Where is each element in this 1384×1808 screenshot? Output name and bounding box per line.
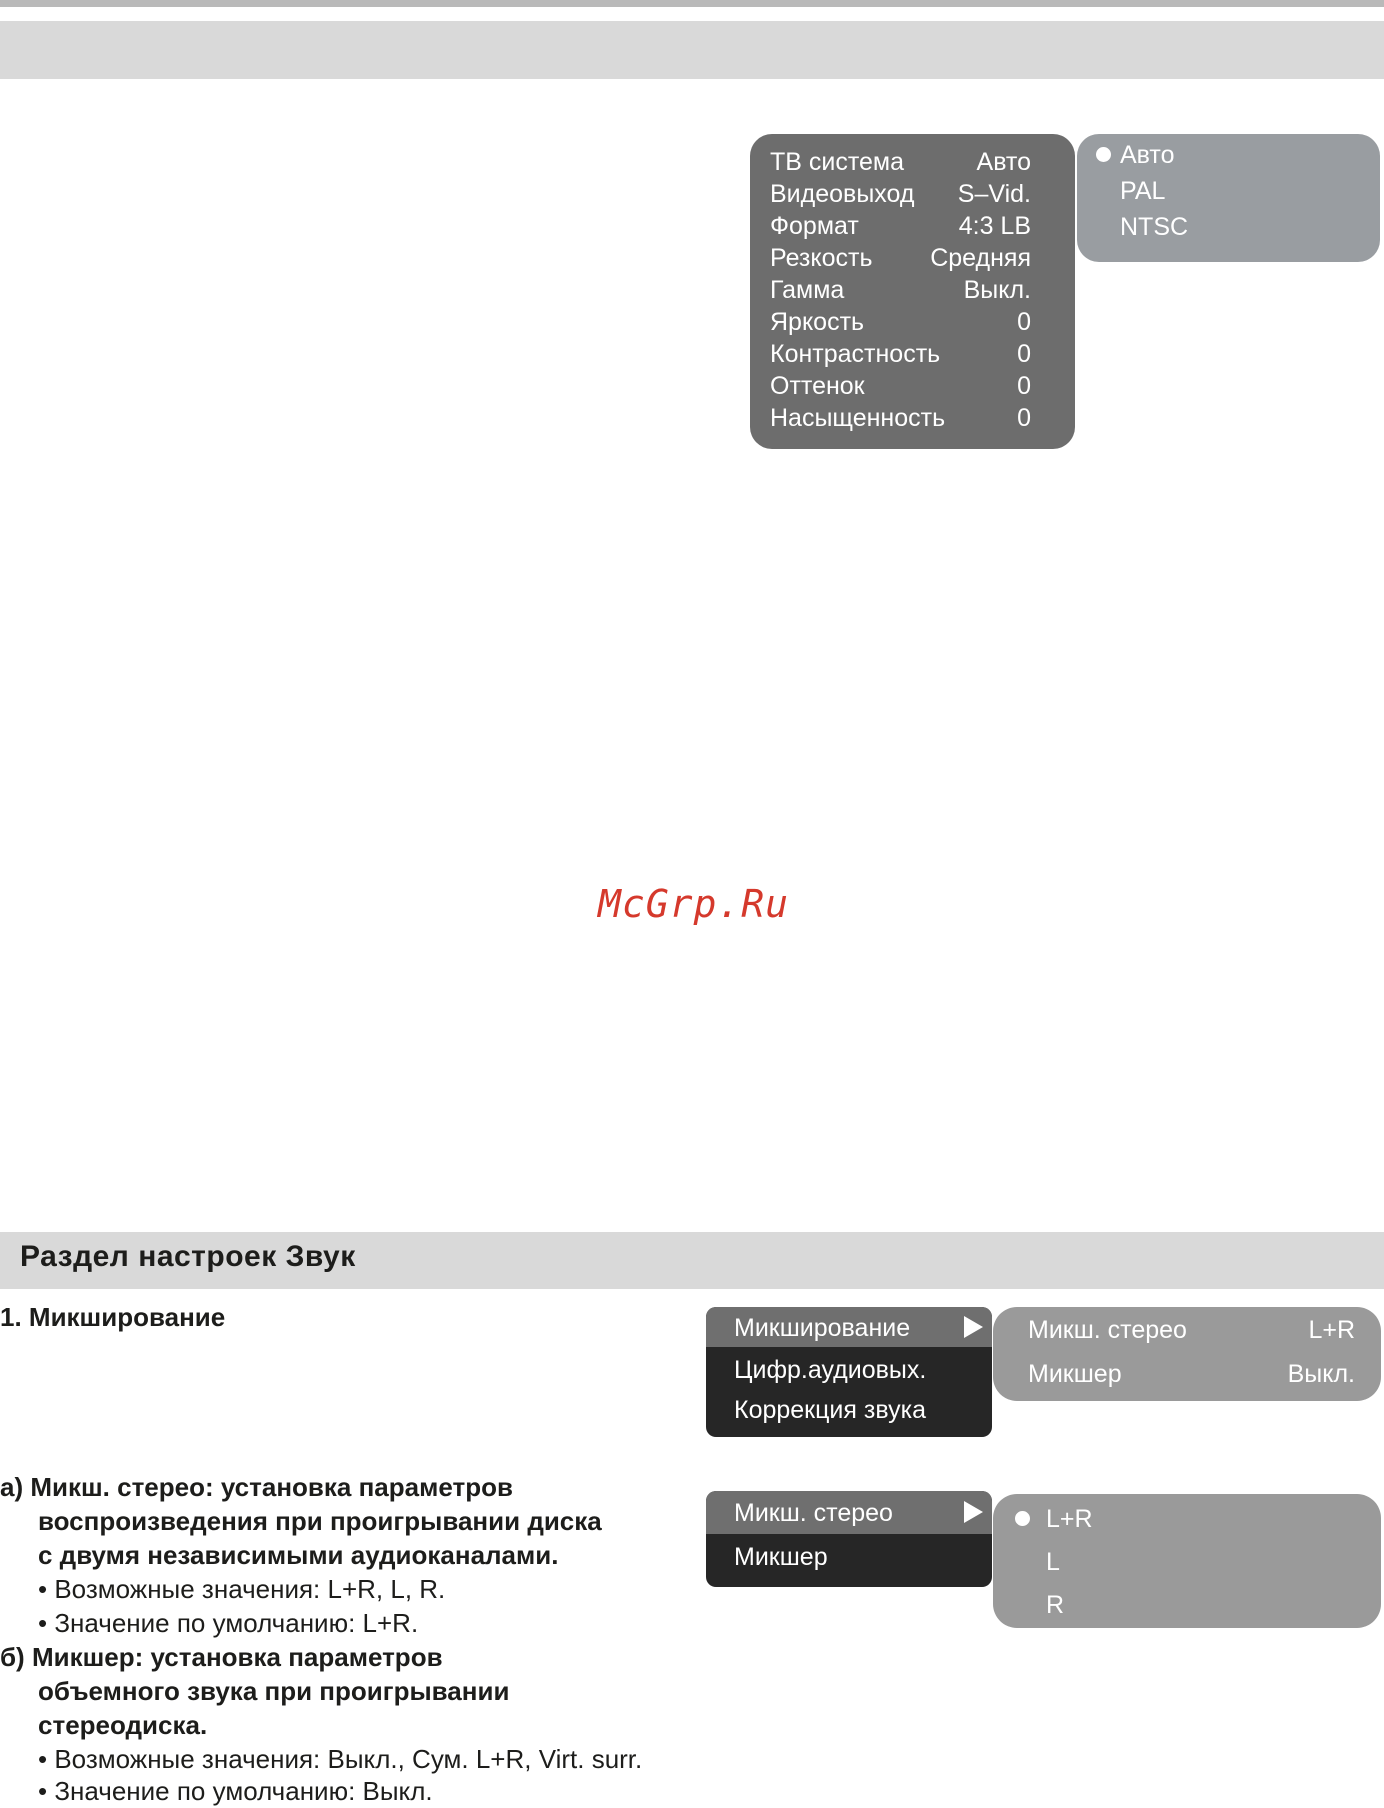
top-rule	[0, 0, 1384, 7]
menu-row-contrast[interactable]	[770, 338, 1031, 370]
row-value: 0	[1017, 372, 1031, 400]
menu-item-mixing[interactable]: Микширование	[734, 1314, 911, 1342]
sound-main-menu	[706, 1307, 992, 1437]
b-heading-line2: объемного звука при проигрывании	[38, 1676, 510, 1706]
option-ntsc[interactable]: NTSC	[1120, 213, 1189, 241]
row-label: Микш. стерео	[1028, 1316, 1187, 1344]
menu-item-mixer[interactable]: Микшер	[734, 1543, 828, 1571]
video-settings-menu	[750, 134, 1075, 449]
section-title: Раздел настроек Звук	[20, 1240, 356, 1273]
a-heading-line3: с двумя независимыми аудиоканалами.	[38, 1540, 559, 1570]
item1-heading: 1. Микширование	[0, 1302, 226, 1332]
menu-item-digital-audio-out[interactable]: Цифр.аудиовых.	[734, 1356, 927, 1384]
row-value: 0	[1017, 404, 1031, 432]
menu-row-tv-system[interactable]	[770, 146, 1031, 178]
row-label: Оттенок	[770, 372, 865, 400]
menu-row-gamma[interactable]	[770, 274, 1031, 306]
row-value: Авто	[976, 148, 1031, 176]
row-value: Выкл.	[1287, 1360, 1355, 1388]
row-label: ТВ система	[770, 148, 905, 176]
row-value: 4:3 LB	[958, 212, 1031, 240]
submenu-arrow-icon	[964, 1501, 983, 1523]
submenu-row-mixer[interactable]	[1028, 1356, 1355, 1392]
a-bullet-default: • Значение по умолчанию: L+R.	[38, 1608, 419, 1638]
a-bullet-values: • Возможные значения: L+R, L, R.	[38, 1574, 446, 1604]
row-label: Формат	[770, 212, 859, 240]
menu-row-video-output[interactable]	[770, 178, 1031, 210]
option-lr[interactable]: L+R	[1046, 1505, 1093, 1533]
selected-dot-icon	[1096, 147, 1111, 162]
row-value: Выкл.	[963, 276, 1031, 304]
row-value: L+R	[1308, 1316, 1355, 1344]
tv-system-options	[1077, 134, 1380, 262]
row-label: Контрастность	[770, 340, 941, 368]
option-pal[interactable]: PAL	[1120, 177, 1166, 205]
row-label: Яркость	[770, 308, 865, 336]
menu-row-hue[interactable]	[770, 370, 1031, 402]
b-heading-line1: б) Микшер: установка параметров	[0, 1642, 443, 1672]
watermark: McGrp.Ru	[598, 882, 790, 926]
option-auto[interactable]: Авто	[1120, 141, 1175, 169]
option-l[interactable]: L	[1046, 1548, 1060, 1576]
mixing-submenu	[993, 1307, 1381, 1401]
row-value: 0	[1017, 340, 1031, 368]
option-r[interactable]: R	[1046, 1591, 1065, 1619]
menu-row-brightness[interactable]	[770, 306, 1031, 338]
menu-item-stereo-mix[interactable]: Микш. стерео	[734, 1499, 893, 1527]
row-label: Микшер	[1028, 1360, 1122, 1388]
row-label: Насыщенность	[770, 404, 946, 432]
submenu-arrow-icon	[964, 1316, 983, 1338]
b-heading-line3: стереодиска.	[38, 1710, 208, 1740]
a-heading-line2: воспроизведения при проигрывании диска	[38, 1506, 602, 1536]
menu-row-sharpness[interactable]	[770, 242, 1031, 274]
stereo-options	[993, 1494, 1381, 1628]
menu-row-format[interactable]	[770, 210, 1031, 242]
row-value: Средняя	[930, 244, 1031, 272]
row-label: Гамма	[770, 276, 845, 304]
a-heading-line1: а) Микш. стерео: установка параметров	[0, 1472, 513, 1502]
row-label: Видеовыход	[770, 180, 915, 208]
row-label: Резкость	[770, 244, 873, 272]
row-value: 0	[1017, 308, 1031, 336]
selected-dot-icon	[1015, 1511, 1030, 1526]
submenu-row-stereo-mix[interactable]	[1028, 1312, 1355, 1348]
b-bullet-default: • Значение по умолчанию: Выкл.	[38, 1776, 433, 1806]
menu-row-saturation[interactable]	[770, 402, 1031, 434]
row-value: S–Vid.	[957, 180, 1031, 208]
stereo-mix-menu	[706, 1491, 992, 1587]
header-band	[0, 21, 1384, 79]
menu-item-sound-correction[interactable]: Коррекция звука	[734, 1396, 926, 1424]
b-bullet-values: • Возможные значения: Выкл., Сум. L+R, Virt. surr.	[38, 1744, 643, 1774]
